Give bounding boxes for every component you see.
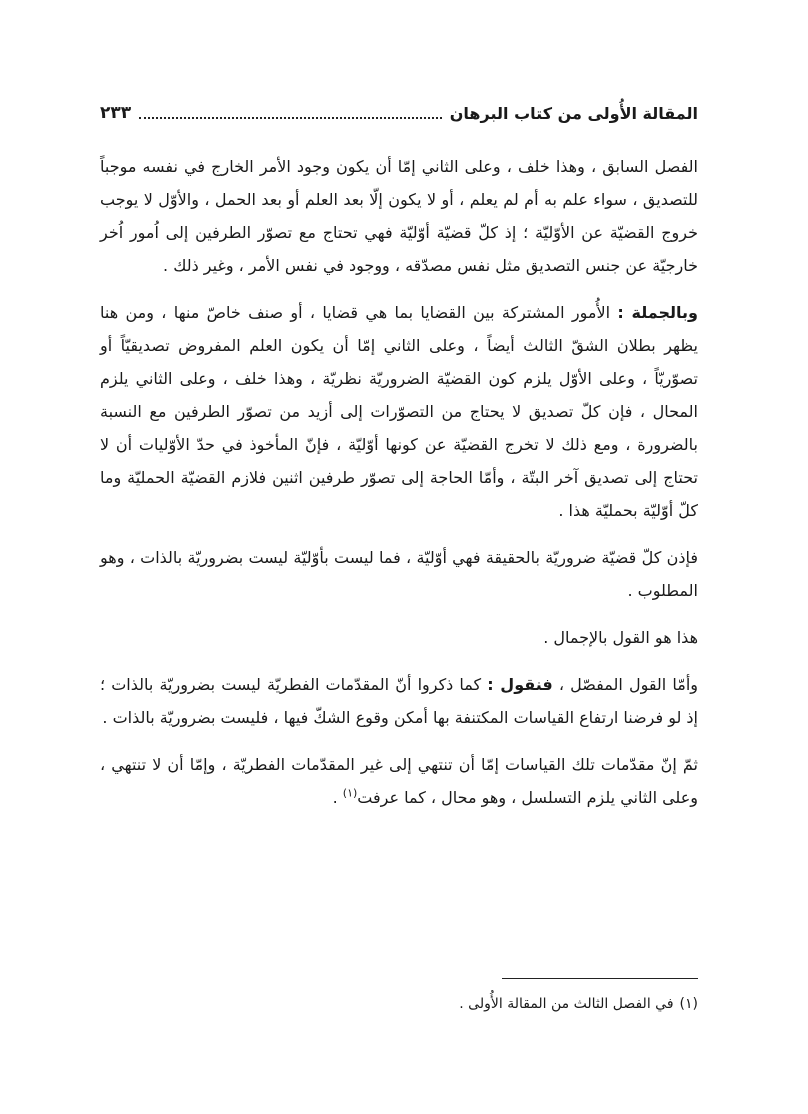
paragraph-3-text: فإذن كلّ قضيّة ضروريّة بالحقيقة فهي أوّليّة ، فما ليست بأوّليّة ليست بضروريّة بالذات ، وهو المطلوب . [100, 548, 698, 600]
paragraph-1-text: الفصل السابق ، وهذا خلف ، وعلى الثاني إمّا أن يكون وجود الأمر الخارج في نفسه موجباً للتصديق ، سواء علم به أم لم يعلم ، أو لا يكون إلّا بعد العلم أو بعد الحمل ، والأوّل لا يوجب خروج القضيّة عن الأوّليّة ؛ إذ كلّ قضيّة أوّليّة فهي تحتاج مع تصوّر الطرفين إلى اُمور اُخر خارجيّة عن جنس التصديق مثل نفس مصدّقه ، ووجود في نفس الأمر ، وغير ذلك . [100, 157, 698, 275]
paragraph-4 [100, 621, 698, 654]
paragraph-5-text: كما ذكروا أنّ المقدّمات الفطريّة ليست بضروريّة بالذات ؛ إذ لو فرضنا ارتفاع القياسات المكتنفة بها أمكن وقوع الشكّ فيها ، فليست بضروريّة بالذات . [100, 675, 698, 727]
paragraph-5 [100, 668, 698, 734]
paragraph-1 [100, 150, 698, 282]
page-number: ٢٣٣ [100, 103, 132, 123]
paragraph-6-end: . [332, 788, 343, 807]
footnote [100, 992, 698, 1016]
main-text [100, 150, 698, 828]
paragraph-6-text: ثمّ إنّ مقدّمات تلك القياسات إمّا أن تنتهي إلى غير المقدّمات الفطريّة ، وإمّا أن لا تنتهي ، وعلى الثاني يلزم التسلسل ، وهو محال ، كما عرفت [100, 755, 698, 807]
paragraph-2-text: الأُمور المشتركة بين القضايا بما هي قضايا ، أو صنف خاصّ منها ، ومن هنا يظهر بطلان الشقّ الثالث أيضاً ، وعلى الثاني إمّا أن يكون العلم المفروض تصديقيّاً أو تصوّريّاً ، وعلى الأوّل يلزم كون القضيّة الضروريّة نظريّة ، وهذا خلف ، وعلى الثاني يلزم المحال ، فإن كلّ تصديق لا يحتاج من التصوّرات إلى أزيد من تصوّر الطرفين مع النسبة بالضرورة ، ومع ذلك لا تخرج القضيّة عن كونها أوّليّة ، فإنّ المأخوذ في حدّ الأوّليات أن لا تحتاج إلى تصديق آخر البتّة ، وأمّا الحاجة إلى تصوّر طرفين اثنين فلازم القضيّة الحمليّة وما كلّ أوّليّة بحمليّة هذا . [100, 303, 698, 520]
header-dot-leader [139, 117, 442, 119]
paragraph-2-lead: وبالجملة : [617, 303, 698, 322]
paragraph-4-text: هذا هو القول بالإجمال . [543, 628, 698, 647]
paragraph-5-lead: فنقول : [487, 675, 553, 694]
footnote-reference[interactable]: (١) [342, 786, 358, 800]
running-header [100, 96, 698, 130]
paragraph-2 [100, 296, 698, 527]
paragraph-6 [100, 748, 698, 814]
footnote-number: (١) [679, 996, 698, 1012]
paragraph-3 [100, 541, 698, 607]
footnote-divider [502, 978, 698, 979]
paragraph-5-pre: وأمّا القول المفصّل ، [552, 675, 698, 694]
header-title: المقالة الأُولى من كتاب البرهان [449, 103, 698, 123]
footnote-text: في الفصل الثالث من المقالة الأُولى . [459, 996, 674, 1012]
